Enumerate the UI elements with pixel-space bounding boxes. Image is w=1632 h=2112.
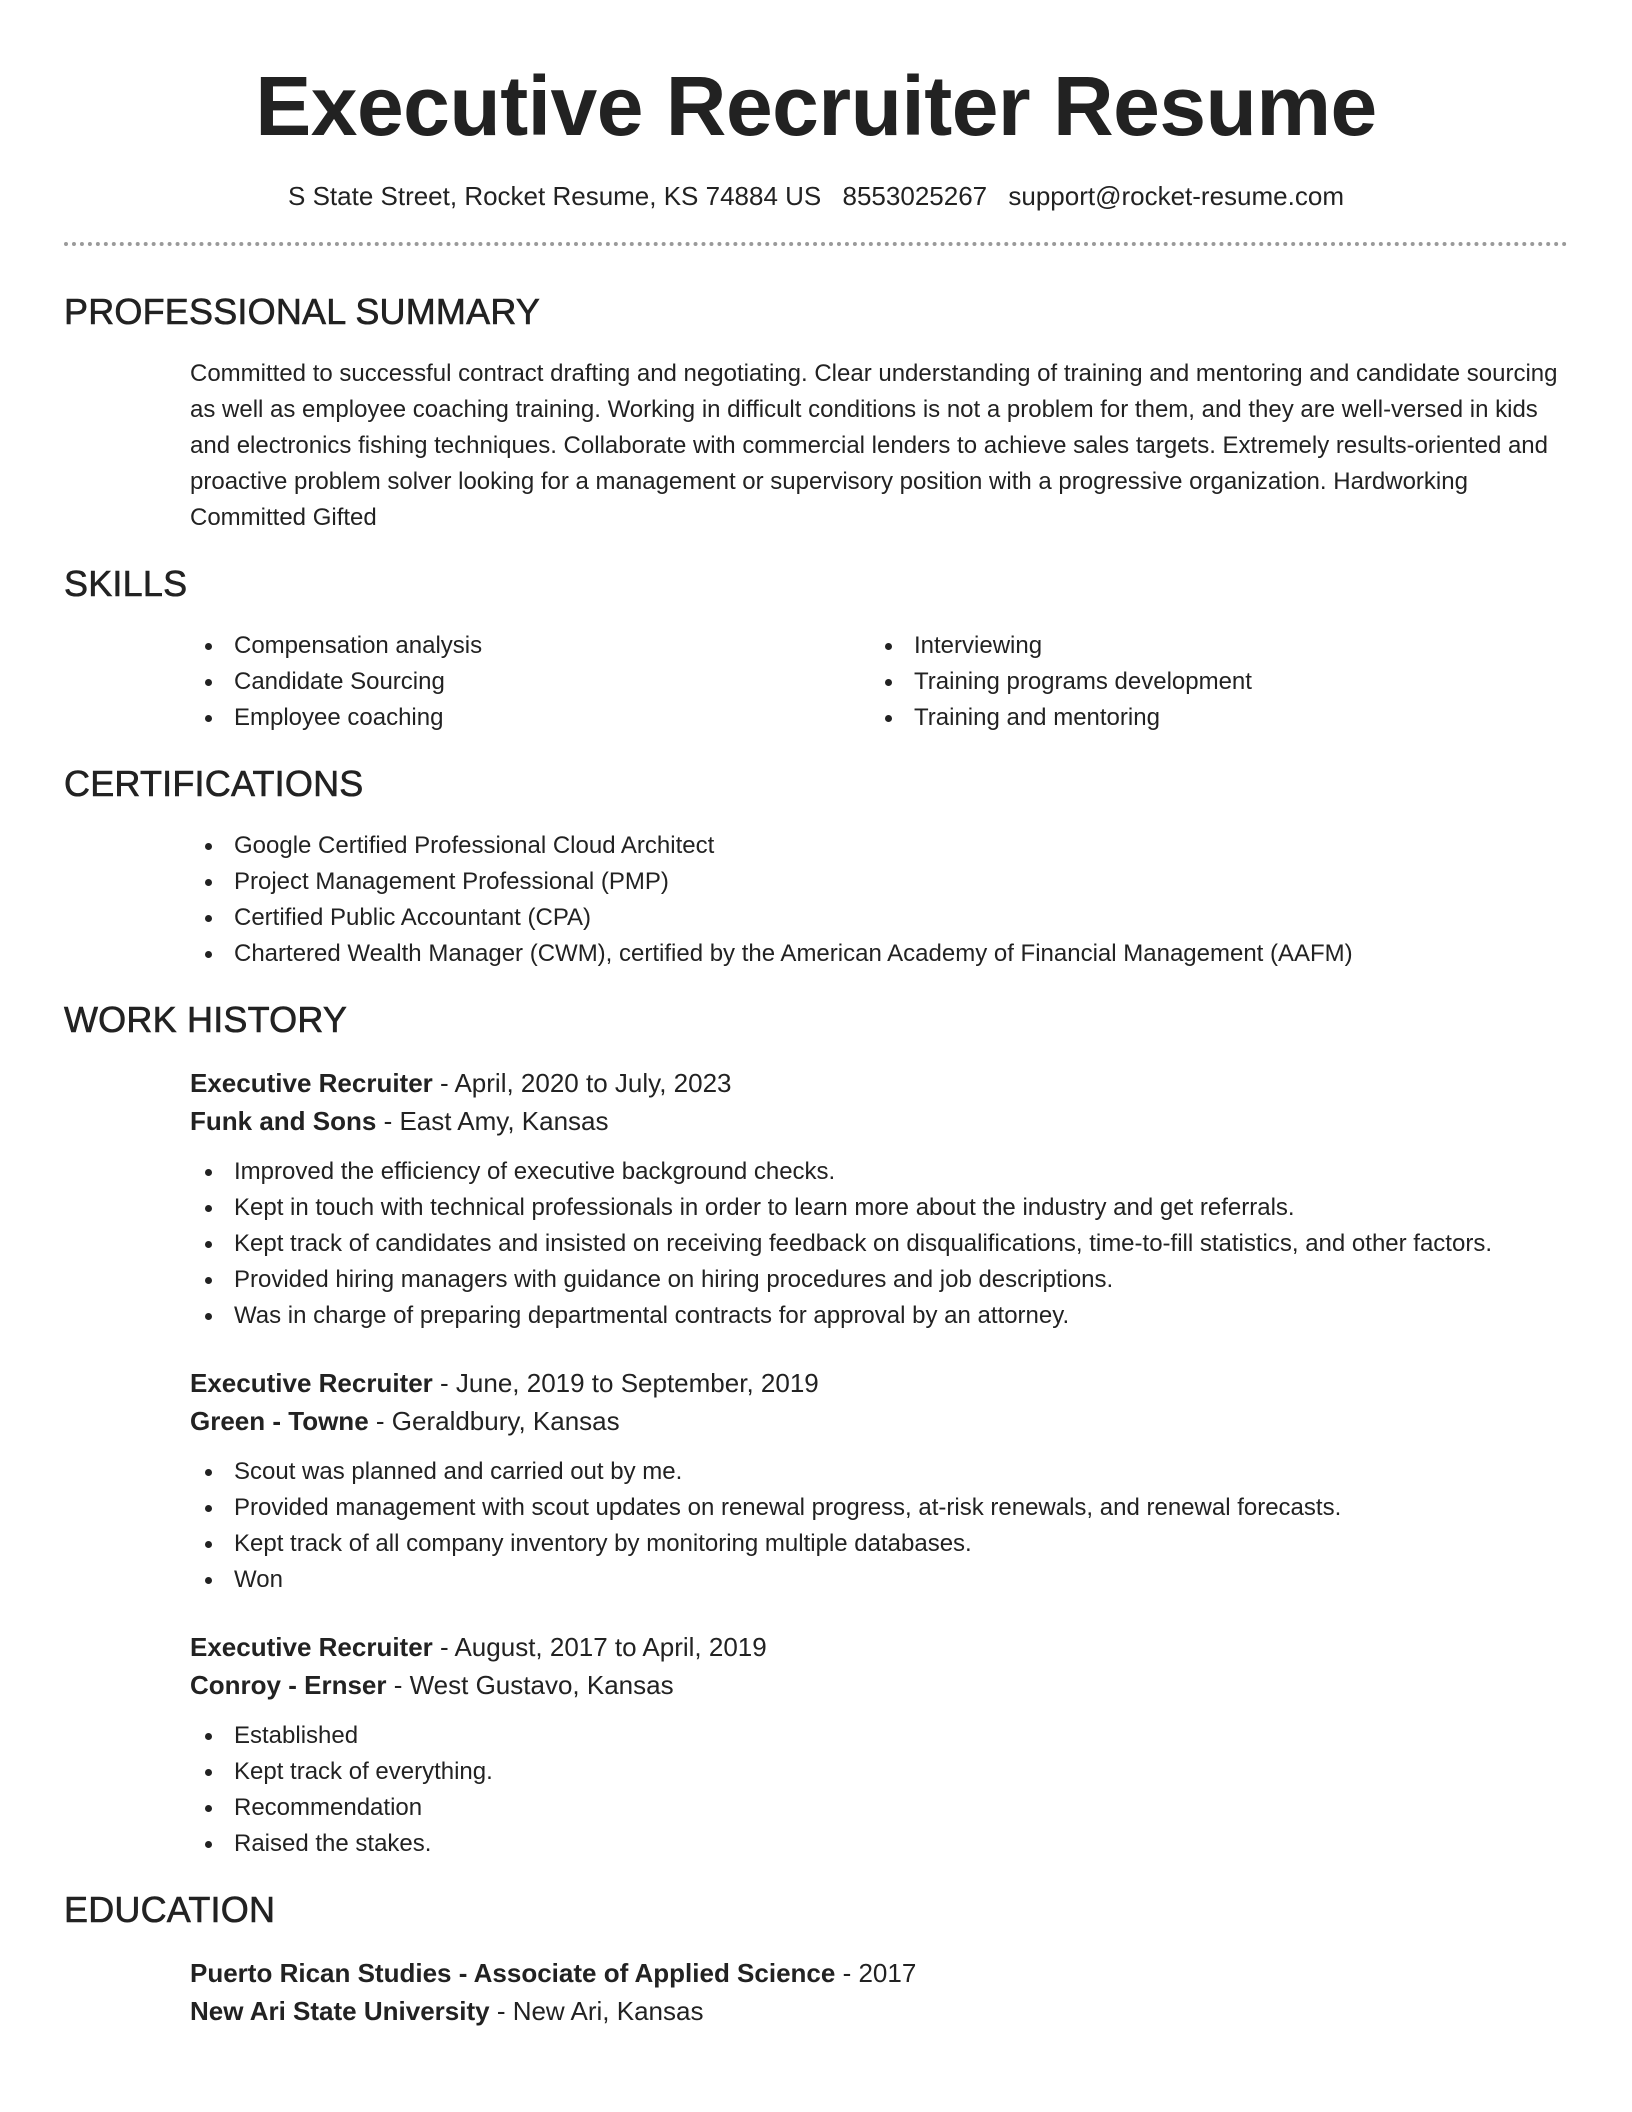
- job-company: Funk and Sons: [190, 1106, 377, 1136]
- job-location: - East Amy, Kansas: [376, 1106, 609, 1136]
- job-bullet: Kept track of candidates and insisted on receiving feedback on disqualifications, time-to-fill statistics, and other factors.: [190, 1226, 1568, 1262]
- job-company: Conroy - Ernser: [190, 1670, 387, 1700]
- certifications-section: [64, 762, 1568, 972]
- certifications-list: [190, 828, 1568, 972]
- certification-item: Chartered Wealth Manager (CWM), certified by the American Academy of Financial Management (AAFM): [190, 936, 1568, 972]
- job-role: Executive Recruiter: [190, 1068, 433, 1098]
- certification-item: Google Certified Professional Cloud Architect: [190, 828, 1568, 864]
- education-heading: EDUCATION: [64, 1889, 276, 1930]
- job-role: Executive Recruiter: [190, 1368, 433, 1398]
- job-entry: [190, 1628, 1568, 1862]
- certification-item: Certified Public Accountant (CPA): [190, 900, 1568, 936]
- education-section: [64, 1888, 1568, 2030]
- skill-item: Compensation analysis: [190, 628, 870, 664]
- job-bullet: Provided hiring managers with guidance on hiring procedures and job descriptions.: [190, 1262, 1568, 1298]
- job-entry: [190, 1064, 1568, 1334]
- education-school: New Ari State University: [190, 1996, 490, 2026]
- contact-info: [64, 180, 1568, 212]
- job-dates: - April, 2020 to July, 2023: [432, 1068, 732, 1098]
- job-dates: - June, 2019 to September, 2019: [432, 1368, 819, 1398]
- contact-address: S State Street, Rocket Resume, KS 74884 US: [288, 181, 822, 211]
- job-bullets: [190, 1154, 1568, 1334]
- summary-section: [64, 290, 1568, 536]
- job-bullet: Provided management with scout updates on renewal progress, at-risk renewals, and renewal forecasts.: [190, 1490, 1568, 1526]
- education-degree-line: [190, 1954, 1568, 1992]
- job-bullet: Improved the efficiency of executive background checks.: [190, 1154, 1568, 1190]
- job-bullet: Established: [190, 1718, 1568, 1754]
- job-dates: - August, 2017 to April, 2019: [432, 1632, 767, 1662]
- contact-email[interactable]: support@rocket-resume.com: [1008, 181, 1344, 211]
- job-title-line: [190, 1364, 1568, 1402]
- summary-text: Committed to successful contract drafting and negotiating. Clear understanding of training and mentoring and candidate sourcing as well as employee coaching training. Working in difficult conditions is not a problem for them, and they are well-versed in kids and electronics fishing techniques. Collaborate with commercial lenders to achieve sales targets. Extremely results-oriented and proactive problem solver looking for a management or supervisory position with a progressive organization. Hardworking Committed Gifted: [190, 360, 1558, 531]
- skill-item: Training and mentoring: [870, 700, 1550, 736]
- skills-column-right: [870, 628, 1550, 736]
- certifications-heading: CERTIFICATIONS: [64, 763, 364, 804]
- job-title-line: [190, 1628, 1568, 1666]
- job-bullets: [190, 1718, 1568, 1862]
- job-bullet: Raised the stakes.: [190, 1826, 1568, 1862]
- job-company-line: [190, 1666, 1568, 1704]
- education-entry: [190, 1954, 1568, 2030]
- job-entry: [190, 1364, 1568, 1598]
- education-year: - 2017: [835, 1958, 917, 1988]
- education-degree: Puerto Rican Studies - Associate of Applied Science: [190, 1958, 836, 1988]
- summary-heading: PROFESSIONAL SUMMARY: [64, 291, 541, 332]
- job-bullet: Recommendation: [190, 1790, 1568, 1826]
- job-bullet: Kept track of all company inventory by monitoring multiple databases.: [190, 1526, 1568, 1562]
- certification-item: Project Management Professional (PMP): [190, 864, 1568, 900]
- job-bullet: Kept in touch with technical professionals in order to learn more about the industry and get referrals.: [190, 1190, 1568, 1226]
- job-company-line: [190, 1102, 1568, 1140]
- skill-item: Candidate Sourcing: [190, 664, 870, 700]
- skills-heading: SKILLS: [64, 563, 188, 604]
- job-location: - West Gustavo, Kansas: [386, 1670, 674, 1700]
- job-title-line: [190, 1064, 1568, 1102]
- resume-page: [64, 0, 1568, 2030]
- work-history-section: [64, 998, 1568, 1862]
- education-school-line: [190, 1992, 1568, 2030]
- resume-title: Executive Recruiter Resume: [255, 59, 1377, 153]
- skill-item: Training programs development: [870, 664, 1550, 700]
- job-location: - Geraldbury, Kansas: [368, 1406, 620, 1436]
- skills-column-left: [190, 628, 870, 736]
- header-divider: [64, 242, 1568, 246]
- skills-list: [190, 628, 1568, 736]
- skill-item: Interviewing: [870, 628, 1550, 664]
- contact-phone: 8553025267: [842, 181, 988, 211]
- job-bullets: [190, 1454, 1568, 1598]
- education-location: - New Ari, Kansas: [489, 1996, 704, 2026]
- skills-section: [64, 562, 1568, 736]
- job-company-line: [190, 1402, 1568, 1440]
- work-history-heading: WORK HISTORY: [64, 999, 348, 1040]
- job-company: Green - Towne: [190, 1406, 369, 1436]
- job-bullet: Scout was planned and carried out by me.: [190, 1454, 1568, 1490]
- job-bullet: Was in charge of preparing departmental contracts for approval by an attorney.: [190, 1298, 1568, 1334]
- job-bullet: Won: [190, 1562, 1568, 1598]
- job-role: Executive Recruiter: [190, 1632, 433, 1662]
- skill-item: Employee coaching: [190, 700, 870, 736]
- job-bullet: Kept track of everything.: [190, 1754, 1568, 1790]
